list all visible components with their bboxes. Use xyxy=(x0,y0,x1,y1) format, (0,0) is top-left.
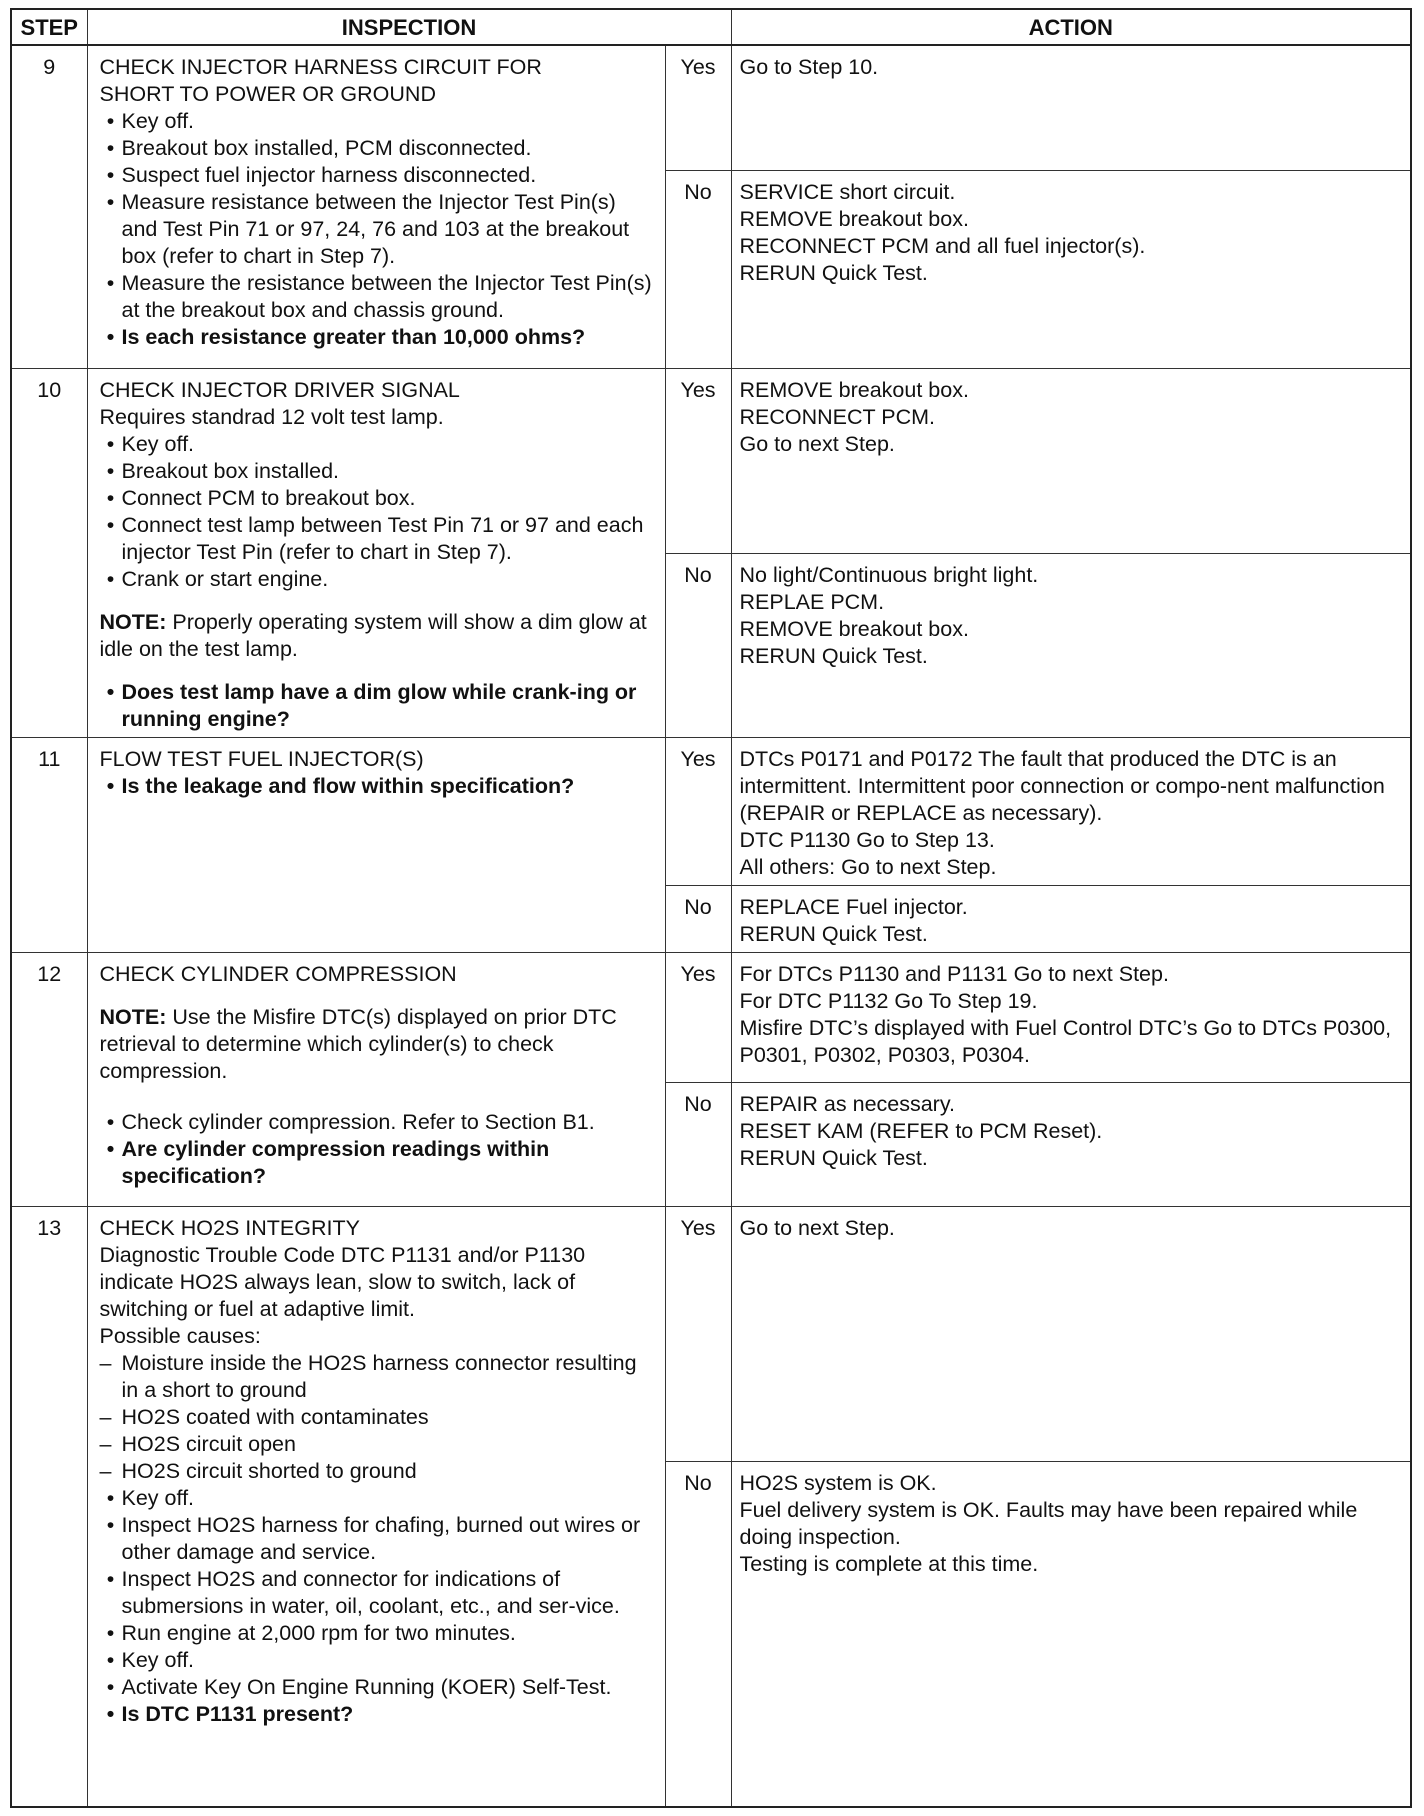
step-number: 10 xyxy=(11,368,87,737)
header-step: STEP xyxy=(11,9,87,45)
step-intro: Diagnostic Trouble Code DTC P1131 and/or P1130 indicate HO2S always lean, slow to switch, lack of switching or fuel at adaptive limit. xyxy=(99,1242,586,1321)
yes-label: Yes xyxy=(665,952,731,1082)
action-line: For DTCs P1130 and P1131 Go to next Step. xyxy=(739,961,1169,986)
yes-label: Yes xyxy=(665,737,731,885)
bullet-item: • Connect test lamp between Test Pin 71 or 97 and each injector Test Pin (refer to chart in Step 7). xyxy=(100,512,655,566)
yes-label: Yes xyxy=(665,45,731,170)
action-line: No light/Continuous bright light. xyxy=(739,563,1039,588)
causes-label: Possible causes: xyxy=(99,1323,261,1348)
action-cell xyxy=(731,1461,1411,1807)
bullet-item: • Connect PCM to breakout box. xyxy=(100,485,655,512)
action-cell xyxy=(731,1206,1411,1461)
cause-item: – Moisture inside the HO2S harness connector resulting in a short to ground xyxy=(100,1350,655,1404)
header-inspection: INSPECTION xyxy=(87,9,731,45)
question: • Does test lamp have a dim glow while crank-ing or running engine? xyxy=(100,679,655,733)
cause-item: – HO2S coated with contaminates xyxy=(100,1404,655,1431)
step-subtitle: Requires standrad 12 volt test lamp. xyxy=(99,404,444,429)
step-number: 11 xyxy=(11,737,87,952)
bullet-item: • Measure the resistance between the Injector Test Pin(s) at the breakout box and chassis ground. xyxy=(100,270,655,324)
step-title: CHECK CYLINDER COMPRESSION xyxy=(99,961,457,986)
question: • Is DTC P1131 present? xyxy=(100,1701,655,1728)
yes-label: Yes xyxy=(665,368,731,554)
action-cell xyxy=(731,952,1411,1082)
action-cell xyxy=(731,368,1411,554)
no-label: No xyxy=(665,170,731,368)
action-line: REPLAE PCM. xyxy=(739,590,885,615)
diagnostic-table xyxy=(10,8,1412,1808)
action-line: RESET KAM (REFER to PCM Reset). xyxy=(739,1118,1103,1143)
step-title: FLOW TEST FUEL INJECTOR(S) xyxy=(99,746,424,771)
action-line: RERUN Quick Test. xyxy=(739,644,928,669)
question: • Is the leakage and flow within specification? xyxy=(100,773,655,800)
action-line: RECONNECT PCM and all fuel injector(s). xyxy=(739,233,1146,258)
table-row xyxy=(11,45,1411,170)
action-line: REPLACE Fuel injector. xyxy=(739,894,968,919)
header-action: ACTION xyxy=(731,9,1411,45)
action-line: REMOVE breakout box. xyxy=(739,617,969,642)
action-line: REPAIR as necessary. xyxy=(739,1091,955,1116)
note-text: Use the Misfire DTC(s) displayed on prior DTC retrieval to determine which cylinder(s) to check compression. xyxy=(99,1004,617,1083)
question: • Are cylinder compression readings within specification? xyxy=(100,1136,655,1190)
action-line: Testing is complete at this time. xyxy=(739,1551,1039,1576)
bullet-item: • Measure resistance between the Injector Test Pin(s) and Test Pin 71 or 97, 24, 76 and 103 at the breakout box (refer to chart in Step 7). xyxy=(100,189,655,270)
action-cell xyxy=(731,737,1411,885)
table-row xyxy=(11,368,1411,554)
bullet-item: • Run engine at 2,000 rpm for two minutes. xyxy=(100,1620,655,1647)
action-line: RERUN Quick Test. xyxy=(739,1145,928,1170)
inspection-cell xyxy=(87,45,665,368)
step-title: CHECK HO2S INTEGRITY xyxy=(99,1215,360,1240)
action-line: RERUN Quick Test. xyxy=(739,921,928,946)
action-line: Misfire DTC’s displayed with Fuel Control DTC’s Go to DTCs P0300, P0301, P0302, P0303, P0304. xyxy=(739,1015,1392,1067)
inspection-cell xyxy=(87,1206,665,1807)
bullet-item: • Inspect HO2S harness for chafing, burned out wires or other damage and service. xyxy=(100,1512,655,1566)
action-line: Go to next Step. xyxy=(739,1215,895,1240)
note-label: NOTE: xyxy=(99,1004,167,1029)
action-line: REMOVE breakout box. xyxy=(739,206,969,231)
no-label: No xyxy=(665,1082,731,1206)
action-cell xyxy=(731,885,1411,952)
bullet-item: • Activate Key On Engine Running (KOER) Self-Test. xyxy=(100,1674,655,1701)
no-label: No xyxy=(665,554,731,737)
cause-item: – HO2S circuit open xyxy=(100,1431,655,1458)
diagnostic-table-page xyxy=(10,8,1410,1808)
step-number: 12 xyxy=(11,952,87,1206)
action-line: DTCs P0171 and P0172 The fault that produced the DTC is an intermittent. Intermittent poor connection or compo-nent malfunction (REPAIR or REPLACE as necessary). xyxy=(739,746,1385,825)
action-cell xyxy=(731,45,1411,170)
bullet-item: • Breakout box installed, PCM disconnected. xyxy=(100,135,655,162)
cause-item: – HO2S circuit shorted to ground xyxy=(100,1458,655,1485)
bullet-item: • Key off. xyxy=(100,108,655,135)
action-line: All others: Go to next Step. xyxy=(739,854,997,879)
action-cell xyxy=(731,170,1411,368)
table-header-row xyxy=(11,9,1411,45)
table-row xyxy=(11,952,1411,1082)
bullet-item: • Check cylinder compression. Refer to Section B1. xyxy=(100,1109,655,1136)
bullet-item: • Breakout box installed. xyxy=(100,458,655,485)
action-line: SERVICE short circuit. xyxy=(739,179,956,204)
bullet-item: • Key off. xyxy=(100,431,655,458)
note xyxy=(100,1004,655,1085)
action-line: Go to next Step. xyxy=(739,431,895,456)
note xyxy=(100,609,655,663)
action-line: Go to Step 10. xyxy=(739,55,879,79)
bullet-item: • Crank or start engine. xyxy=(100,566,655,593)
no-label: No xyxy=(665,1461,731,1807)
inspection-cell xyxy=(87,737,665,952)
no-label: No xyxy=(665,885,731,952)
action-cell xyxy=(731,1082,1411,1206)
action-line: Fuel delivery system is OK. Faults may have been repaired while doing inspection. xyxy=(739,1497,1358,1549)
note-text: Properly operating system will show a dim glow at idle on the test lamp. xyxy=(99,609,647,661)
step-title: CHECK INJECTOR HARNESS CIRCUIT FOR xyxy=(99,55,542,79)
action-line: RECONNECT PCM. xyxy=(739,404,936,429)
action-line: DTC P1130 Go to Step 13. xyxy=(739,827,995,852)
bullet-item: • Inspect HO2S and connector for indications of submersions in water, oil, coolant, etc., and ser-vice. xyxy=(100,1566,655,1620)
step-number: 13 xyxy=(11,1206,87,1807)
inspection-cell xyxy=(87,368,665,737)
action-line: RERUN Quick Test. xyxy=(739,260,928,285)
bullet-item: • Suspect fuel injector harness disconnected. xyxy=(100,162,655,189)
action-line: REMOVE breakout box. xyxy=(739,377,969,402)
step-number: 9 xyxy=(11,45,87,368)
table-row xyxy=(11,737,1411,885)
bullet-item: • Key off. xyxy=(100,1647,655,1674)
question: • Is each resistance greater than 10,000 ohms? xyxy=(100,324,655,351)
bullet-item: • Key off. xyxy=(100,1485,655,1512)
table-row xyxy=(11,1206,1411,1461)
action-line: HO2S system is OK. xyxy=(739,1470,937,1495)
inspection-cell xyxy=(87,952,665,1206)
action-cell xyxy=(731,554,1411,737)
yes-label: Yes xyxy=(665,1206,731,1461)
step-title: SHORT TO POWER OR GROUND xyxy=(99,82,436,106)
step-title: CHECK INJECTOR DRIVER SIGNAL xyxy=(99,377,460,402)
note-label: NOTE: xyxy=(99,609,167,634)
action-line: For DTC P1132 Go To Step 19. xyxy=(739,988,1038,1013)
